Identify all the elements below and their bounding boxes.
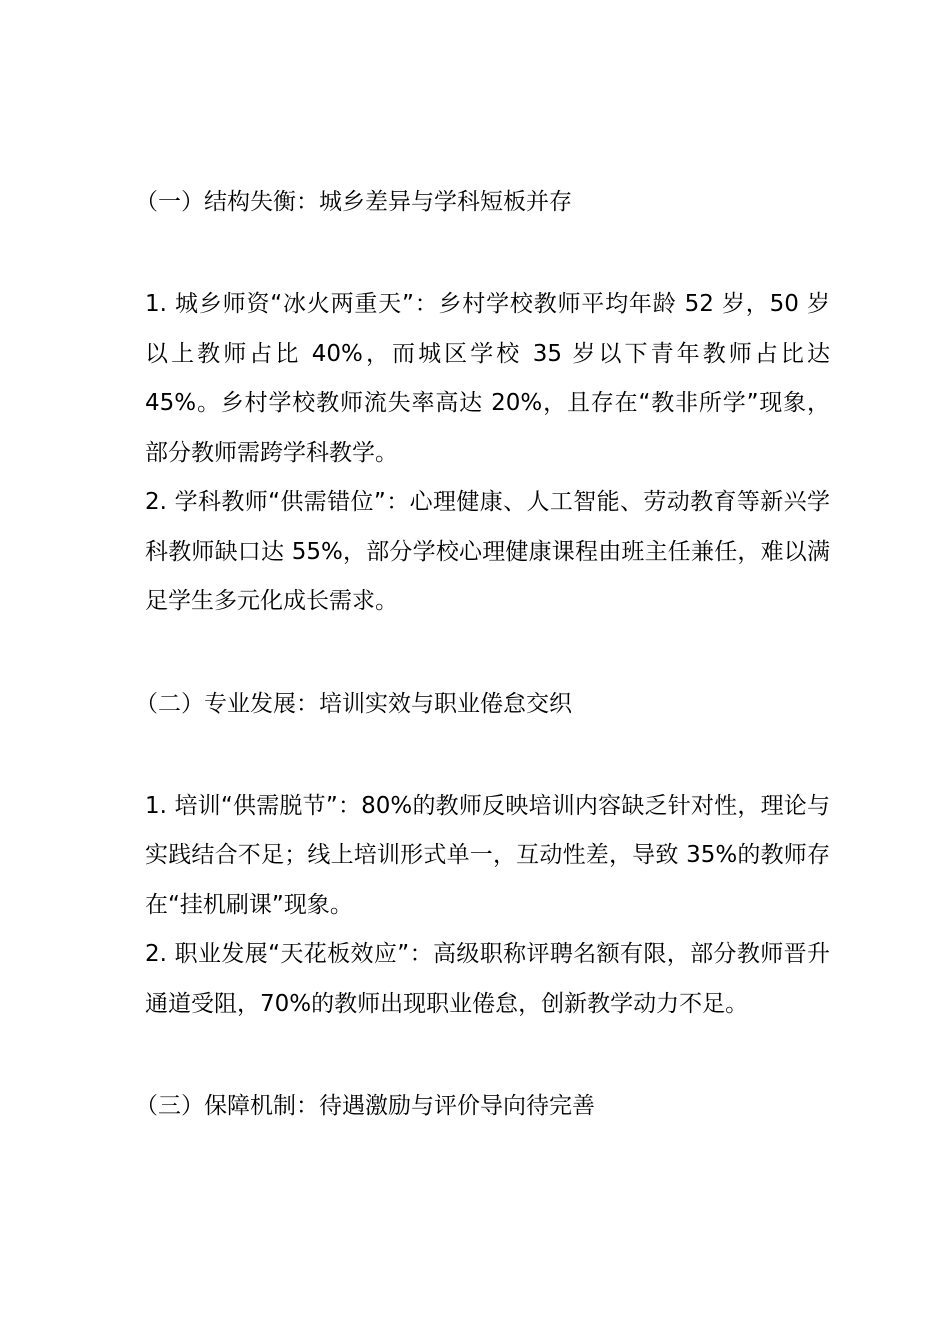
section-heading-1: （一）结构失衡：城乡差异与学科短板并存 <box>135 189 572 215</box>
section-2-item-1: 1. 培训“供需脱节”：80%的教师反映培训内容缺乏针对性，理论与实践结合不足；线上培训形式单一，互动性差，导致 35%的教师存在“挂机刷课”现象。 <box>145 792 830 918</box>
section-1-item-2: 2. 学科教师“供需错位”：心理健康、人工智能、劳动教育等新兴学科教师缺口达 55%，部分学校心理健康课程由班主任兼任，难以满足学生多元化成长需求。 <box>145 489 830 614</box>
section-heading-3: （三）保障机制：待遇激励与评价导向待完善 <box>135 1093 595 1119</box>
spacer <box>145 227 830 280</box>
spacer <box>145 627 830 680</box>
spacer <box>145 729 830 782</box>
spacer <box>145 1029 830 1082</box>
section-heading-2: （二）专业发展：培训实效与职业倦怠交织 <box>135 690 572 717</box>
section-2-item-2: 2. 职业发展“天花板效应”：高级职称评聘名额有限，部分教师晋升通道受阻，70%的教师出现职业倦怠，创新教学动力不足。 <box>145 941 830 1017</box>
section-1-item-1: 1. 城乡师资“冰火两重天”：乡村学校教师平均年龄 52 岁，50 岁以上教师占比 40%，而城区学校 35 岁以下青年教师占比达 45%。乡村学校教师流失率高达 20%，且存在“教非所学”现象，部分教师需跨学科教学。 <box>145 291 830 466</box>
document-body <box>135 178 830 1131</box>
